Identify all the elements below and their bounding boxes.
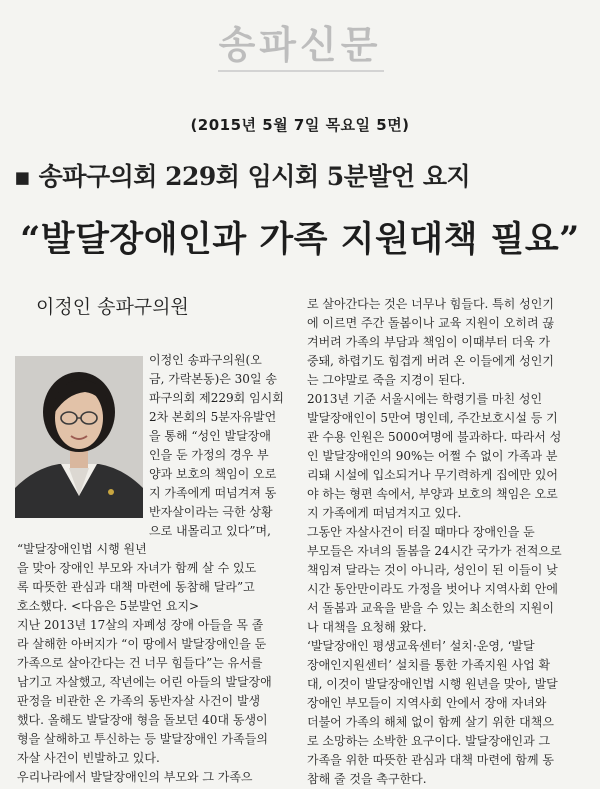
article-text-line: 지난 2013년 17살의 자폐성 장애 아들을 목 졸: [17, 618, 264, 632]
article-text-line: 시간 동안만이라도 가정을 벗어나 지역사회 안에: [307, 582, 558, 596]
article-text-line: 리돼 시설에 입소되거나 무기력하게 집에만 있어: [307, 468, 558, 482]
article-text-line: 더불어 가족의 해체 없이 함께 살기 위한 대책으: [307, 715, 554, 729]
article-text-line: 자살 사건이 빈발하고 있다.: [17, 751, 160, 765]
article-text-line: 겨버려 가족의 부담과 책임이 이때부터 더욱 가: [307, 335, 551, 349]
article-text-line: 서 돌봄과 교육을 받을 수 있는 최소한의 지원이: [307, 601, 554, 615]
article-column-right: [307, 295, 562, 789]
article-text-line: 남기고 자살했고, 작년에는 어린 아들의 발달장애: [17, 675, 272, 689]
article-text-line: 참해 줄 것을 촉구한다.: [307, 772, 427, 786]
article-text-line: 나 대책을 요청해 왔다.: [307, 620, 427, 634]
publication-dateline: (2015년 5월 7일 목요일 5면): [190, 116, 410, 134]
article-text-line: 장애인지원센터’ 설치를 통한 가족지원 사업 확: [307, 658, 551, 672]
article-text-line: 록 따뜻한 관심과 대책 마련에 동참해 달라”고: [17, 580, 255, 594]
article-column-left-bottom: [17, 540, 272, 787]
article-text-line: 대, 이것이 발달장애인법 시행 원년을 맞아, 발달: [307, 677, 558, 691]
article-text-line: 야 하는 형편 속에서, 부양과 보호의 책임은 오로: [307, 487, 558, 501]
article-text-line: 양과 보호의 책임이 오로: [149, 467, 277, 481]
article-text-line: 중돼, 하렵기도 힘겹게 버려 온 이들에게 성인기: [307, 354, 554, 368]
article-text-line: 가족으로 살아간다는 건 너무 힘들다”는 유서를: [17, 656, 263, 670]
section-headline: ▪ 송파구의회 229회 임시회 5분발언 요지: [14, 162, 471, 191]
article-title: “발달장애인과 가족 지원대책 필요”: [20, 219, 580, 260]
article-text-line: 장애인 부모들이 지역사회 안에서 장애 자녀와: [307, 696, 547, 710]
article-text-line: 지 가족에게 떠넘겨져 동: [149, 486, 277, 500]
article-text-line: 지 가족에게 떠넘겨지고 있다.: [307, 506, 462, 520]
article-text-line: 했다. 올해도 발달장애 형을 돌보던 40대 동생이: [17, 713, 268, 727]
article-text-line: 2013년 기준 서울시에는 학령기를 마친 성인: [307, 392, 543, 406]
article-text-line: 로 소망하는 소박한 요구이다. 발달장애인과 그: [307, 734, 551, 748]
article-text-line: 파구의회 제229회 임시회: [149, 391, 284, 405]
article-text-line: 책임져 달라는 것이 아니라, 성인이 된 이들이 낮: [307, 563, 558, 577]
article-text-line: “발달장애인법 시행 원년: [17, 542, 147, 556]
article-text-line: 을 맞아 장애인 부모와 자녀가 함께 살 수 있도: [17, 561, 257, 575]
article-text-line: 로 살아간다는 것은 너무나 힘들다. 특히 성인기: [307, 297, 554, 311]
article-text-line: 을 통해 “성인 발달장애: [149, 429, 271, 443]
newspaper-masthead: 송파신문: [218, 23, 382, 67]
article-text-line: 관 수용 인원은 5000여명에 불과하다. 따라서 성: [307, 430, 562, 444]
article-text-line: 호소했다. <다음은 5분발언 요지>: [17, 599, 200, 613]
article-text-line: 인 발달장애인의 90%는 어쩔 수 없이 가족과 분: [307, 449, 558, 463]
article-text-line: 판정을 비관한 온 가족의 동반자살 사건이 발생: [17, 694, 261, 708]
article-text-line: 2차 본회의 5분자유발언: [149, 410, 277, 424]
article-text-line: ‘발달장애인 평생교육센터’ 설치·운영, ‘발달: [307, 639, 535, 653]
article-text-line: 발달장애인이 5만여 명인데, 주간보호시설 등 기: [307, 411, 558, 425]
article-text-line: 그동안 자살사건이 터질 때마다 장애인을 둔: [307, 525, 535, 539]
article-text-line: 인을 둔 가정의 경우 부: [149, 448, 269, 462]
councilmember-photo: [15, 356, 143, 518]
article-text-line: 는 그야말로 죽을 지경이 된다.: [307, 373, 466, 387]
portrait-image: [15, 356, 143, 518]
article-byline: 이정인 송파구의원: [36, 296, 189, 318]
article-text-line: 에 이르면 주간 돌봄이나 교육 지원이 오히려 끊: [307, 316, 554, 330]
article-text-line: 라 살해한 아버지가 “이 땅에서 발달장애인을 둔: [17, 637, 267, 651]
article-text-line: 으로 내몰리고 있다”며,: [149, 524, 271, 538]
article-text-line: 반자살이라는 극한 상황: [149, 505, 273, 519]
article-text-line: 형을 살해하고 투신하는 등 발달장애인 가족들의: [17, 732, 268, 746]
masthead-rule: [218, 70, 384, 72]
article-text-line: 금, 가락본동)은 30일 송: [149, 372, 277, 386]
article-text-line: 부모들은 자녀의 돌봄을 24시간 국가가 전적으로: [307, 544, 562, 558]
article-text-line: 가족을 위한 따뜻한 관심과 대책 마련에 함께 동: [307, 753, 554, 767]
article-text-line: 우리나라에서 발달장애인의 부모와 그 가족으: [17, 770, 253, 784]
article-column-left-top: [149, 351, 284, 541]
article-text-line: 이정인 송파구의원(오: [149, 353, 262, 367]
